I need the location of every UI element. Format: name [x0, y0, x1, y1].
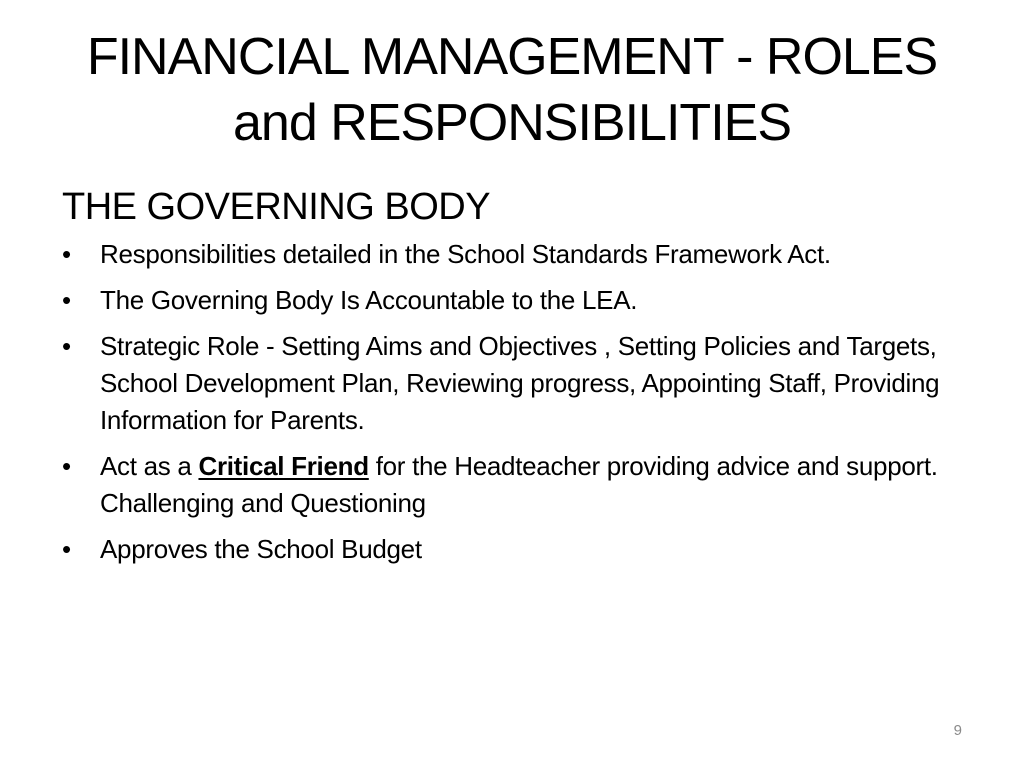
bullet-text-before: Act as a [100, 451, 199, 481]
bullet-text [100, 451, 938, 518]
bullet-icon: • [62, 451, 71, 481]
bullet-text: Responsibilities detailed in the School Standards Framework Act. [100, 239, 831, 269]
bullet-item [62, 448, 962, 522]
bullet-item [62, 531, 962, 568]
bullet-text: Strategic Role - Setting Aims and Objectives , Setting Policies and Targets, School Development Plan, Reviewing progress, Appointing Staff, Providing Information for Parents. [100, 331, 940, 435]
bullet-icon: • [62, 239, 71, 269]
bullet-item [62, 236, 962, 273]
slide-title [40, 24, 984, 156]
bullet-text: The Governing Body Is Accountable to the LEA. [100, 285, 638, 315]
slide-title-line-1: FINANCIAL MANAGEMENT - ROLES [86, 28, 938, 86]
bullet-item [62, 328, 962, 439]
page-number: 9 [953, 722, 962, 739]
bullet-icon: • [62, 285, 71, 315]
slide-title-line-2: and RESPONSIBILITIES [232, 94, 792, 152]
bullet-text: Approves the School Budget [100, 534, 422, 564]
bullet-icon: • [62, 534, 71, 564]
critical-friend-emphasis: Critical Friend [198, 451, 369, 481]
bullet-list [62, 236, 962, 568]
slide-content [62, 182, 962, 577]
bullet-icon: • [62, 331, 71, 361]
bullet-text-after: for the Headteacher providing advice and support. Challenging and Questioning [100, 451, 938, 518]
section-heading: THE GOVERNING BODY [62, 186, 491, 228]
bullet-item [62, 282, 962, 319]
